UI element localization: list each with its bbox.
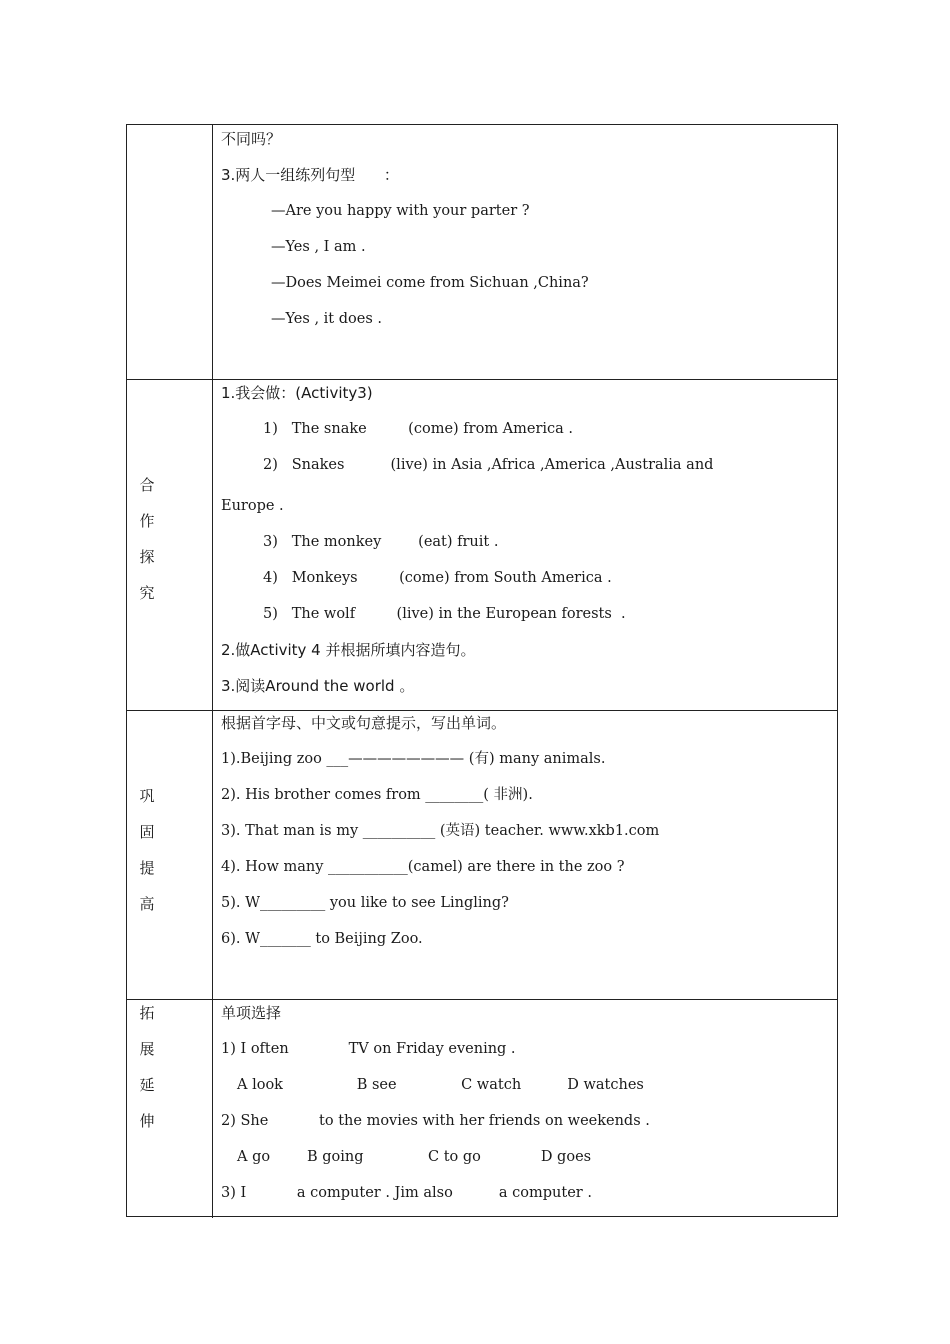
exercise-line: 4) Monkeys (come) from South America . <box>263 570 612 586</box>
section-practice <box>127 125 837 380</box>
section-practice-body <box>221 125 831 379</box>
text-line: 1.我会做：(Activity3) <box>221 384 373 402</box>
options-line: A look B see C watch D watches <box>237 1077 644 1093</box>
question-line: 2) She to the movies with her friends on weekends . <box>221 1113 650 1129</box>
fill-blank-line: 4). How many ___________(camel) are there in the zoo ? <box>221 859 625 875</box>
options-line: A go B going C to go D goes <box>237 1149 592 1165</box>
lesson-table <box>126 124 838 1217</box>
text-line: 3.阅读Around the world 。 <box>221 677 415 695</box>
exercise-line: Europe . <box>221 498 284 514</box>
fill-blank-line: 2). His brother comes from ________( 非洲). <box>221 787 533 803</box>
label-char: 究 <box>139 584 155 602</box>
text-line: 2.做Activity 4 并根据所填内容造句。 <box>221 641 476 659</box>
section-label <box>127 710 213 999</box>
section-cooperation <box>127 379 837 711</box>
section-cooperation-body <box>221 379 831 710</box>
section-extension-body <box>221 999 831 1218</box>
dialog-line: —Yes , I am . <box>271 239 366 255</box>
label-char: 作 <box>139 512 155 530</box>
dialog-line: —Does Meimei come from Sichuan ,China? <box>271 275 589 291</box>
fill-blank-line: 5). W_________ you like to see Lingling? <box>221 895 509 911</box>
fill-blank-line: 1).Beijing zoo ___———————— (有) many animals. <box>221 751 606 767</box>
text-line: 单项选择 <box>221 1004 282 1022</box>
section-consolidation-body <box>221 710 831 999</box>
label-char: 合 <box>139 476 155 494</box>
fill-blank-line: 6). W_______ to Beijing Zoo. <box>221 931 423 947</box>
label-char: 提 <box>139 859 155 877</box>
text-line: 3.两人一组练列句型 ： <box>221 166 399 184</box>
label-char: 高 <box>139 895 155 913</box>
label-char: 展 <box>139 1040 155 1058</box>
section-label <box>127 379 213 710</box>
question-line: 3) I a computer . Jim also a computer . <box>221 1185 592 1201</box>
exercise-line: 3) The monkey (eat) fruit . <box>263 534 499 550</box>
section-label <box>127 999 213 1218</box>
dialog-line: —Yes , it does . <box>271 311 382 327</box>
exercise-line: 5) The wolf (live) in the European forests . <box>263 606 626 622</box>
label-char: 伸 <box>139 1112 155 1130</box>
text-line: 不同吗？ <box>221 130 282 148</box>
section-extension <box>127 999 837 1218</box>
label-char: 巩 <box>139 787 155 805</box>
dialog-line: —Are you happy with your parter ? <box>271 203 530 219</box>
label-char: 固 <box>139 823 155 841</box>
fill-blank-line: 3). That man is my __________ (英语) teacher. www.xkb1.com <box>221 823 660 839</box>
exercise-line: 2) Snakes (live) in Asia ,Africa ,America ,Australia and <box>263 457 714 473</box>
exercise-line: 1) The snake (come) from America . <box>263 421 574 437</box>
label-char: 拓 <box>139 1004 155 1022</box>
question-line: 1) I often TV on Friday evening . <box>221 1041 516 1057</box>
text-line: 根据首字母、中文或句意提示，写出单词。 <box>221 714 507 732</box>
section-label-empty <box>127 125 213 379</box>
section-consolidation <box>127 710 837 1000</box>
label-char: 探 <box>139 548 155 566</box>
label-char: 延 <box>139 1076 155 1094</box>
